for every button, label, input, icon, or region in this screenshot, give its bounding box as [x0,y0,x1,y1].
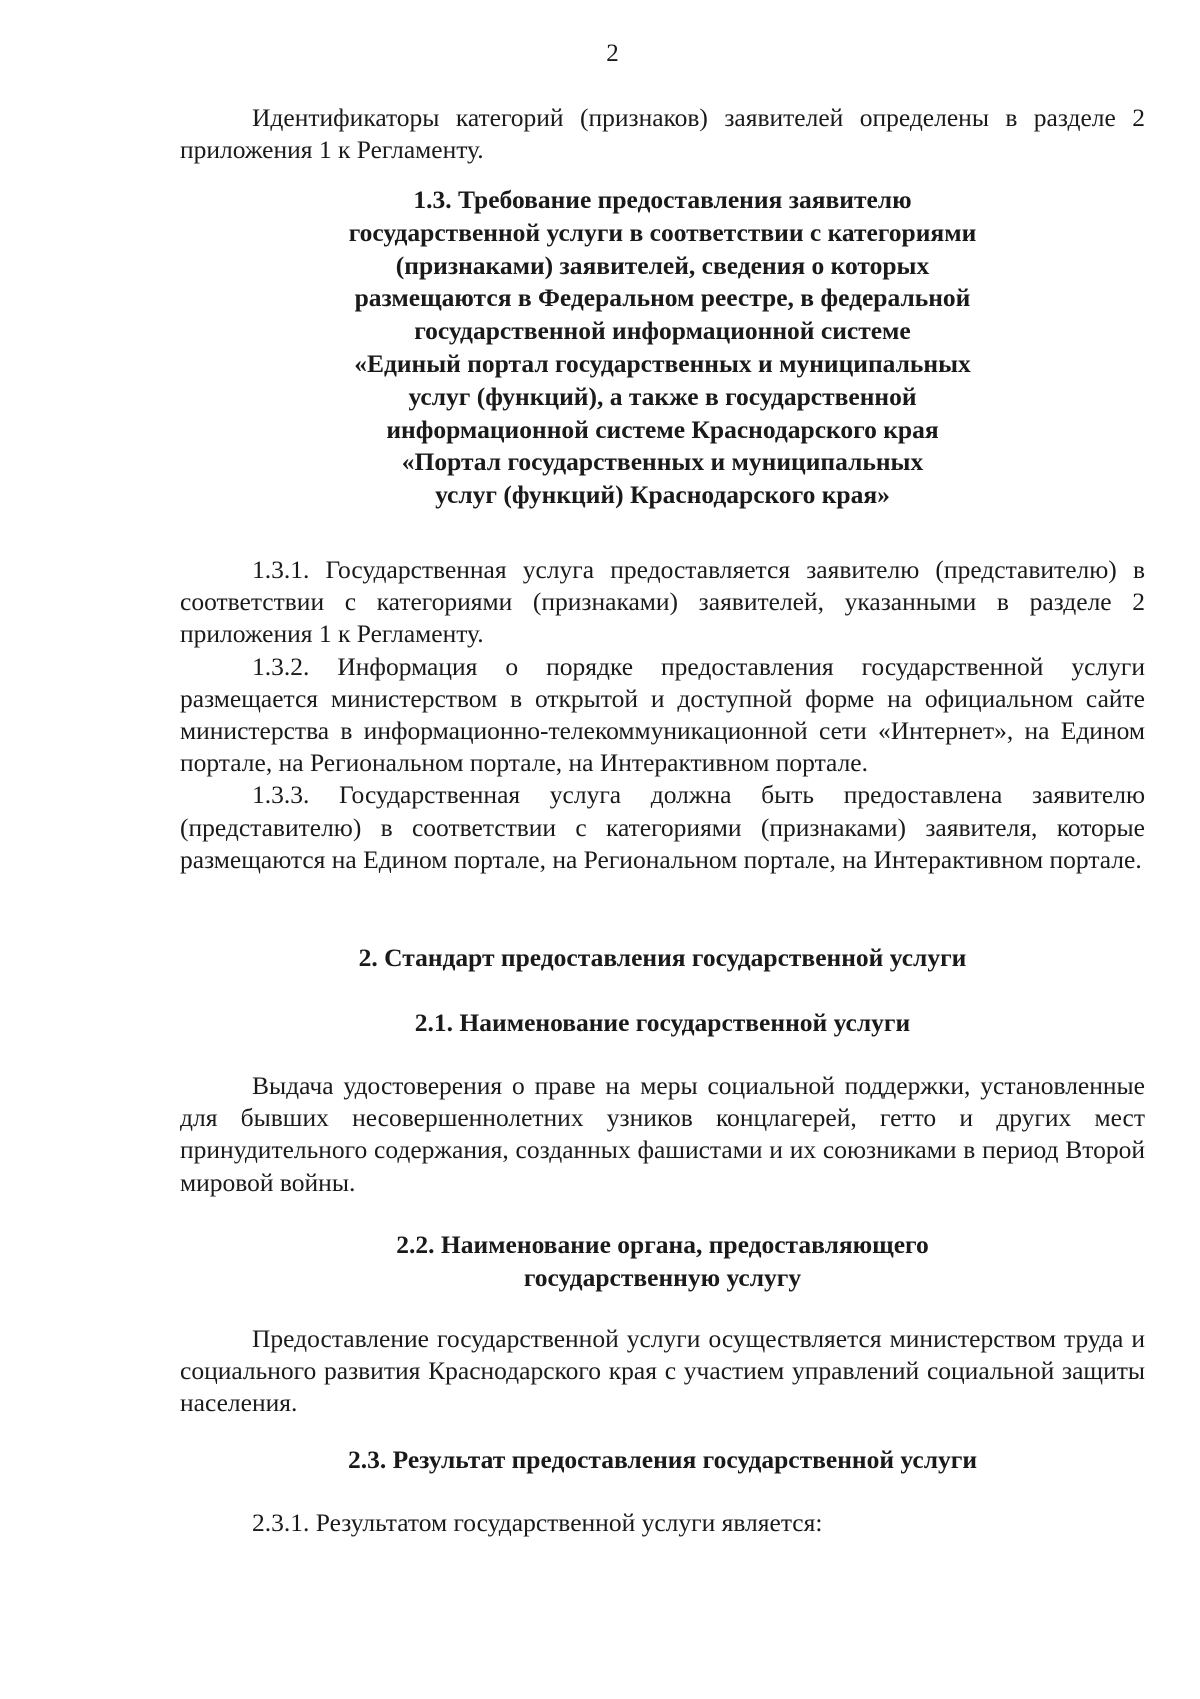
section-2-1-heading: 2.1. Наименование государственной услуги [414,1008,911,1037]
paragraph-2-1: Выдача удостоверения о праве на меры социальной поддержки, установленные для бывших несовершеннолетних узников концлагерей, гетто и других мест принудительного содержания, созданных фашистами и их союзниками в период Второй мировой войны. [180,1071,1145,1197]
section-2-1-body [180,1070,1145,1199]
heading-line: «Единый портал государственных и муниципальных [354,348,971,378]
heading-line: услуг (функций) Краснодарского края» [435,480,890,510]
heading-line: услуг (функций), а также в государственной [408,381,917,411]
section-2-2-heading [180,1229,1145,1295]
section-2-2-body [180,1323,1145,1420]
page-number: 2 [606,40,619,67]
section-1-3-body [180,554,1145,876]
heading-line: 1.3. Требование предоставления заявителю [413,185,912,214]
heading-line: государственную услугу [523,1262,802,1292]
heading-line: 2.2. Наименование органа, предоставляющего [396,1230,929,1259]
heading-line: (признаками) заявителей, сведения о которых [395,250,930,280]
section-1-3-heading [180,184,1145,512]
heading-line: государственной услуги в соответствии с категориями [348,217,977,247]
section-2-3-heading: 2.3. Результат предоставления государственной услуги [347,1445,978,1474]
heading-line: государственной информационной системе [414,316,911,346]
intro-block [180,102,1145,166]
heading-line: «Портал государственных и муниципальных [401,447,924,477]
paragraph-1-3-3: 1.3.3. Государственная услуга должна быть предоставлена заявителю (представителю) в соответствии с категориями (признаками) заявителя, которые размещаются на Едином портале, на Региональном портале, на Интерактивном портале. [180,780,1145,874]
paragraph-1-3-2: 1.3.2. Информация о порядке предоставления государственной услуги размещается министерством в открытой и доступной форме на официальном сайте министерства в информационно-телекоммуникационной сети «Интернет», на Едином портале, на Региональном портале, на Интерактивном портале. [180,651,1145,778]
paragraph-1-3-1: 1.3.1. Государственная услуга предоставляется заявителю (представителю) в соответствии с категориями (признаками) заявителей, указанными в разделе 2 приложения 1 к Регламенту. [180,555,1145,649]
section-2-3-body [180,1507,1145,1539]
intro-paragraph: Идентификаторы категорий (признаков) заявителей определены в разделе 2 приложения 1 к Регламенту. [180,103,1145,165]
paragraph-2-3-1: 2.3.1. Результатом государственной услуги является: [252,1508,823,1537]
section-2-heading: 2. Стандарт предоставления государственной услуги [358,943,967,972]
paragraph-2-2: Предоставление государственной услуги осуществляется министерством труда и социального развития Краснодарского края с участием управлений социальной защиты населения. [180,1324,1145,1418]
heading-line: информационной системе Краснодарского края [386,414,939,444]
heading-line: размещаются в Федеральном реестре, в федеральной [354,283,971,313]
